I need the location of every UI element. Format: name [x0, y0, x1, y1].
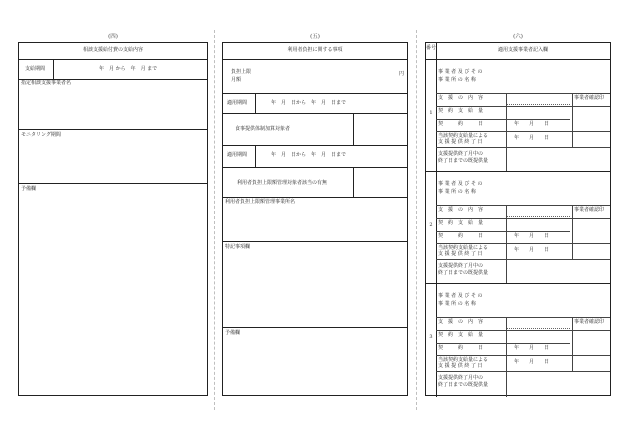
yen-unit: 円 [399, 71, 405, 77]
panel4-notes-label: 予備欄 [21, 186, 37, 192]
provider-confirm-seal-label: 事業者確認印 [574, 319, 605, 325]
block-number: 1 [429, 110, 433, 116]
panel6-header: 適用支援事業者記入欄 [497, 47, 548, 53]
panel6-frame [425, 42, 611, 396]
fold-line-right [416, 30, 417, 410]
panel6-number: (六) [513, 34, 523, 40]
number-column-label: 番号 [426, 45, 437, 51]
support-content-label: 支 援 の 内 容 [438, 319, 484, 325]
end-date-value: 年 月 日 [514, 359, 550, 365]
provider-block-2 [426, 171, 610, 283]
contract-date-value: 年 月 日 [514, 233, 550, 239]
end-date-label: 当該契約支給量による 支 援 提 供 終 了 日 [438, 133, 489, 145]
support-period-value: 年 月 から 年 月 まで [99, 66, 158, 72]
office-name-label: 事 業 者 及 び そ の 事 業 所 の 名 称 [438, 181, 483, 195]
provider-block-1 [426, 59, 610, 171]
apply-period2-value: 年 月 日から 年 月 日まで [271, 152, 347, 158]
meal-addition-label: 食事提供体制加算対象者 [235, 126, 291, 132]
used-amount-label: 支援提供終了月中の 終了日までの既提供量 [438, 375, 489, 388]
contract-amount-label: 契 約 支 給 量 [438, 108, 484, 114]
contract-date-label: 契 約 日 [438, 233, 484, 239]
support-period-label: 支給期間 [25, 66, 46, 72]
contract-amount-label: 契 約 支 給 量 [438, 220, 484, 226]
designated-office-label: 指定相談支援事業者名 [21, 80, 72, 86]
panel4-frame [18, 42, 208, 396]
end-date-label: 当該契約支給量による 支 援 提 供 終 了 日 [438, 357, 489, 369]
contract-date-value: 年 月 日 [514, 121, 550, 127]
office-name-label: 事 業 者 及 び そ の 事 業 所 の 名 称 [438, 69, 483, 83]
monitoring-period-label: モニタリング期間 [21, 132, 61, 138]
contract-date-label: 契 約 日 [438, 345, 484, 351]
fold-line-left [214, 30, 215, 410]
end-date-label: 当該契約支給量による 支 援 提 供 終 了 日 [438, 245, 489, 257]
end-date-value: 年 月 日 [514, 135, 550, 141]
office-name-label: 事 業 者 及 び そ の 事 業 所 の 名 称 [438, 293, 483, 307]
panel4-header: 相談支援給付費の支給内容 [82, 47, 143, 53]
contract-date-value: 年 月 日 [514, 345, 550, 351]
end-date-value: 年 月 日 [514, 247, 550, 253]
panel5-notes-label: 予備欄 [225, 330, 241, 336]
monthly-cap-label: 負担上限 月額 [231, 69, 252, 83]
special-notes-label: 特記事項欄 [225, 244, 251, 250]
used-amount-label: 支援提供終了月中の 終了日までの既提供量 [438, 151, 489, 164]
contract-amount-label: 契 約 支 給 量 [438, 332, 484, 338]
apply-period1-value: 年 月 日から 年 月 日まで [271, 100, 347, 106]
block-number: 2 [429, 222, 433, 228]
apply-period2-label: 適用期間 [227, 152, 248, 158]
cap-management-label: 利用者負担上限額管理対象者該当の有無 [237, 180, 328, 186]
provider-block-3 [426, 283, 610, 397]
panel5-header: 利用者負担に関する事項 [287, 47, 343, 53]
support-content-label: 支 援 の 内 容 [438, 207, 484, 213]
contract-date-label: 契 約 日 [438, 121, 484, 127]
provider-confirm-seal-label: 事業者確認印 [574, 207, 605, 213]
panel5-number: (五) [310, 34, 320, 40]
used-amount-label: 支援提供終了月中の 終了日までの既提供量 [438, 263, 489, 276]
panel4-number: (四) [108, 34, 118, 40]
support-content-label: 支 援 の 内 容 [438, 95, 484, 101]
cap-management-office-label: 利用者負担上限額管理事業所名 [225, 199, 296, 205]
block-number: 3 [429, 334, 433, 340]
provider-confirm-seal-label: 事業者確認印 [574, 95, 605, 101]
panel5-frame [222, 42, 408, 396]
apply-period1-label: 適用期間 [227, 100, 248, 106]
